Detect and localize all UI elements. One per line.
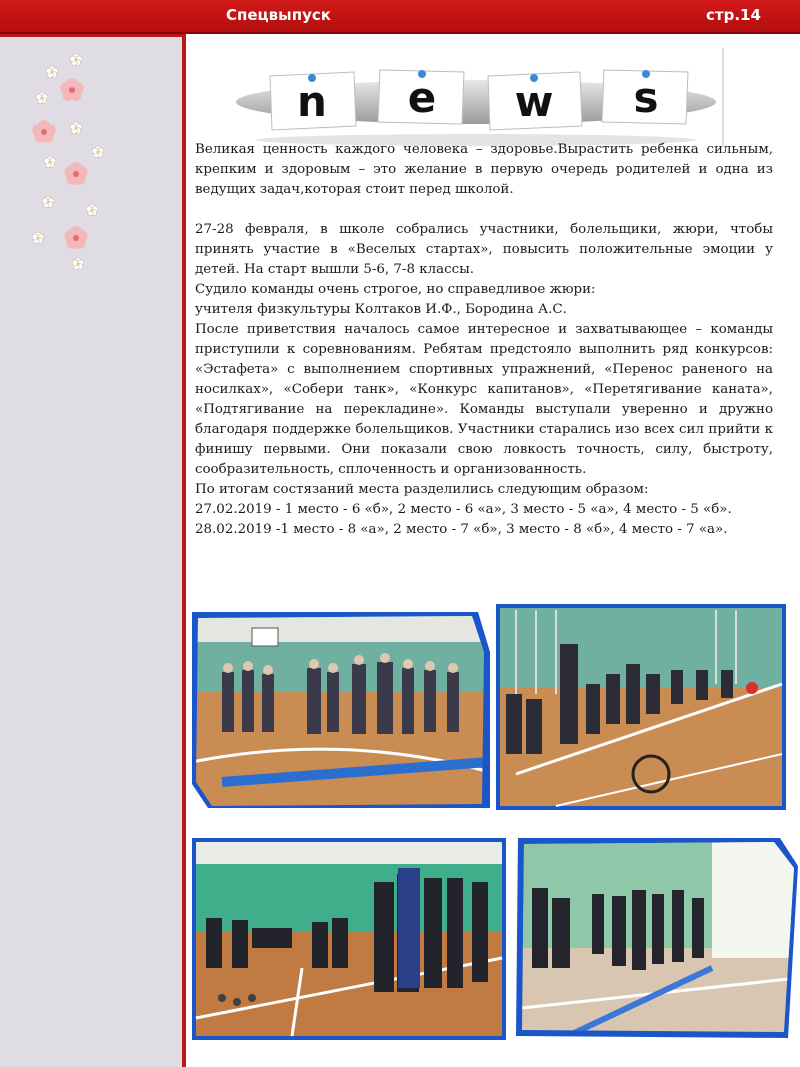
results-day-1: 27.02.2019 - 1 место - 6 «б», 2 место - 6 «а», 3 место - 5 «а», 4 место - 5 «б». xyxy=(195,502,732,517)
photo-gym-students xyxy=(512,838,798,1038)
tile-letter: e xyxy=(407,72,437,122)
header-bar xyxy=(0,0,800,34)
news-tile-e xyxy=(376,66,468,128)
tile-letter: s xyxy=(633,72,659,122)
article-intro: Великая ценность каждого человека – здоровье.Вырастить ребенка сильным, крепким и здоровым – это желание в первую очередь родителей и одна из ведущих задач,которая стоит перед школой. xyxy=(195,142,773,197)
article-paragraph: Судило команды очень строгое, но справедливое жюри: xyxy=(195,282,596,297)
news-banner xyxy=(226,60,726,150)
photo-gym-lineup xyxy=(192,612,490,808)
sidebar-divider xyxy=(0,34,186,37)
banner-divider xyxy=(722,48,724,146)
tile-letter: w xyxy=(514,76,554,126)
photo-gym-bench xyxy=(496,604,786,810)
photo-2-image xyxy=(496,604,786,810)
news-tile-n xyxy=(266,70,358,132)
article-paragraph: После приветствия началось самое интересное и захватывающее – команды приступили к соревнованиям. Ребятам предстояло выполнить ряд конкурсов: «Эстафета» с выполнением спортивных упражнений, «Перенос раненого на носилках», «Собери танк», «Конкурс капитанов», «Перетягивание каната», «Подтягивание на перекладине». Команды выступали уверенно и дружно благодаря поддержке болельщиков. Участники старались изо всех сил прийти к финишу первыми. Они показали свою ловкость точность, силу, быстроту, сообразительность, сплоченность и организованность. xyxy=(195,322,773,477)
photo-1-image xyxy=(192,612,490,808)
article-paragraph: учителя физкультуры Колтаков И.Ф., Бородина А.С. xyxy=(195,302,567,317)
photo-gym-teacher xyxy=(192,838,506,1040)
section-title: Спецвыпуск xyxy=(226,6,331,24)
tile-letter: n xyxy=(297,76,327,126)
article-paragraph: 27-28 февраля, в школе собрались участники, болельщики, жюри, чтобы принять участие в «Веселых стартах», повысить положительные эмоции у детей. На старт вышли 5-6, 7-8 классы. xyxy=(195,222,773,277)
news-tile-s xyxy=(600,66,692,128)
paragraph-gap xyxy=(195,200,773,220)
news-tile-w xyxy=(484,70,584,132)
photo-4-image xyxy=(512,838,798,1038)
article-paragraph: По итогам состязаний места разделились следующим образом: xyxy=(195,482,649,497)
page-number: стр.14 xyxy=(706,6,761,24)
photo-3-image xyxy=(192,838,506,1040)
article-body xyxy=(195,140,773,540)
results-day-2: 28.02.2019 -1 место - 8 «а», 2 место - 7 «б», 3 место - 8 «б», 4 место - 7 «а». xyxy=(195,522,728,537)
flower-decoration xyxy=(20,50,120,280)
